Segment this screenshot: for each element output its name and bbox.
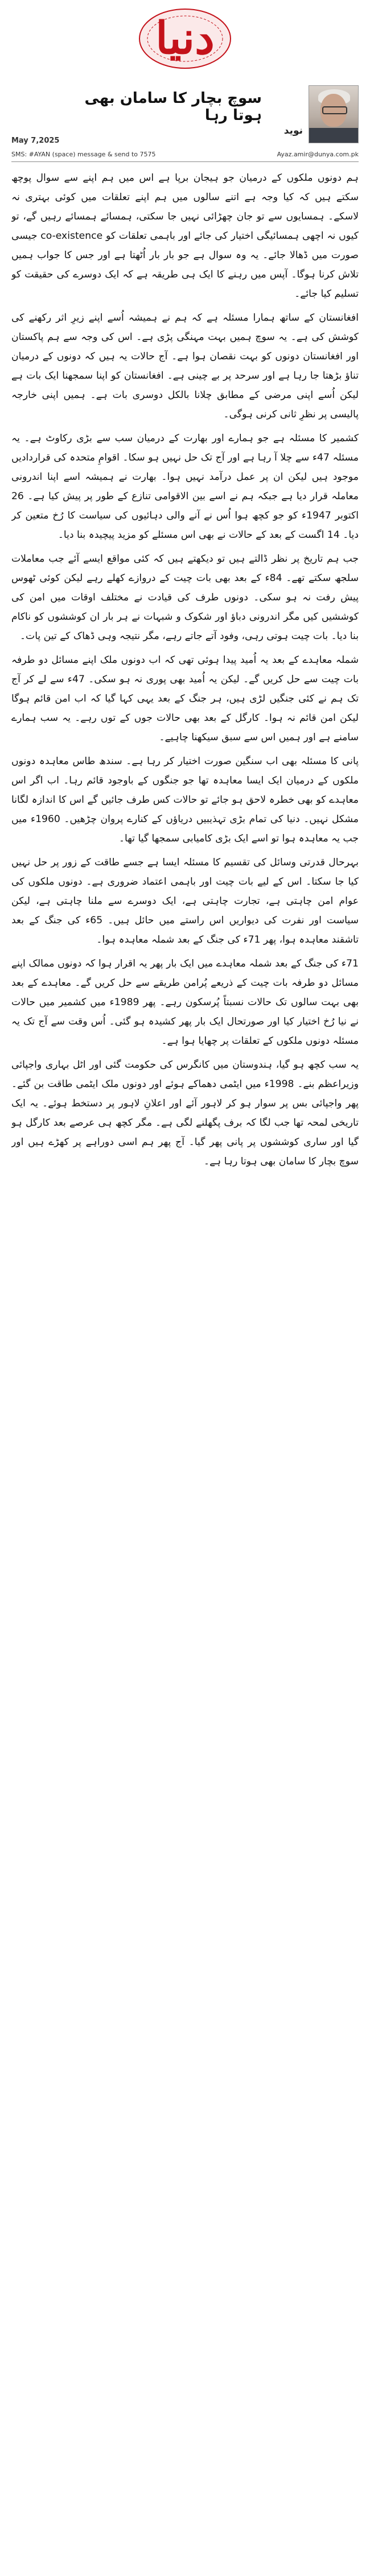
publish-date: May 7,2025 [11, 136, 60, 145]
author-name: نوید [283, 125, 303, 136]
newspaper-logo [137, 6, 233, 71]
article-paragraph: کشمیر کا مسئلہ ہے جو ہمارے اور بھارت کے درمیان سب سے بڑی رکاوٹ ہے۔ یہ مسئلہ 47ء سے چلا آ رہا ہے اور آج تک حل نہیں ہو سکا۔ اقوامِ متحدہ کی قراردادیں موجود ہیں لیکن ان پر عمل درآمد نہیں ہوا۔ بھارت نے ہمیشہ اسے اپنا اندرونی معاملہ قرار دیا ہے جبکہ ہم نے اسے بین الاقوامی تنازع کے طور پر پیش کیا ہے۔ 26 اکتوبر 1947ء کو جو کچھ ہوا اُس نے آنے والی دہائیوں کی سیاست کا رُخ متعین کر دیا۔ 14 اگست کے بعد کے حالات نے بھی اس مسئلے کو مزید پیچیدہ بنا دیا۔ [11, 433, 359, 541]
article-paragraph: جب ہم تاریخ پر نظر ڈالتے ہیں تو دیکھتے ہیں کہ کئی مواقع ایسے آئے جب معاملات سلجھ سکتے تھے۔ 84ء کے بعد بھی بات چیت کے دروازے کھلے رہے لیکن کوئی ٹھوس پیش رفت نہ ہو سکی۔ دونوں طرف کی قیادت نے مختلف اوقات میں امن کی کوششیں کیں مگر اندرونی دباؤ اور شکوک و شبہات نے ہر بار ان کوششوں کو ناکام بنا دیا۔ بات چیت ہوتی رہی، وفود آتے جاتے رہے، مگر نتیجہ وہی ڈھاک کے تین پات۔ [11, 553, 359, 642]
author-photo [309, 85, 359, 143]
contact-row [11, 149, 359, 162]
column-title: سوچ بچار کا سامان بھی ہوتا رہا [84, 90, 262, 124]
article-body [11, 168, 359, 2565]
meta-row [11, 136, 359, 149]
article-paragraph: 71ء کی جنگ کے بعد شملہ معاہدے میں ایک بار پھر یہ اقرار ہوا کہ دونوں ممالک اپنے مسائل دو طرفہ بات چیت کے ذریعے پُرامن طریقے سے حل کریں گے۔ معاہدے کے بعد بھی بہت سالوں تک حالات نسبتاً پُرسکون رہے۔ پھر 1989ء میں کشمیر میں حالات نے نیا رُخ اختیار کیا اور صورتحال ایک بار پھر کشیدہ ہو گئی۔ اُس وقت سے آج تک یہ مسئلہ دونوں ملکوں کے تعلقات پر چھایا ہوا ہے۔ [11, 958, 359, 1047]
article-paragraph: افغانستان کے ساتھ ہمارا مسئلہ ہے کہ ہم نے ہمیشہ اُسے اپنے زیرِ اثر رکھنے کی کوشش کی ہے۔ یہ سوچ ہمیں بہت مہنگی پڑی ہے۔ اس کی وجہ سے ہم پاکستان اور افغانستان دونوں کو بہت نقصان ہوا ہے۔ آج حالات یہ ہیں کہ دونوں کے درمیان تناؤ بڑھتا جا رہا ہے اور سرحد پر بے چینی ہے۔ افغانستان کو اپنا سمجھنا ایک بات ہے لیکن اُسے اپنی مرضی کے مطابق چلانا بالکل دوسری بات ہے۔ ہمیں اپنی خارجہ پالیسی پر نظرِ ثانی کرنی ہوگی۔ [11, 312, 359, 420]
article-paragraph: بہرحال قدرتی وسائل کی تقسیم کا مسئلہ ایسا ہے جسے طاقت کے زور پر حل نہیں کیا جا سکتا۔ اس کے لیے بات چیت اور باہمی اعتماد ضروری ہے۔ دونوں ملکوں کی عوام امن چاہتی ہے، تجارت چاہتی ہے، ایک دوسرے سے ملنا چاہتی ہے، لیکن سیاست اور نفرت کی دیواریں اس راستے میں حائل ہیں۔ 65ء کی جنگ کے بعد تاشقند معاہدہ ہوا، پھر 71ء کی جنگ کے بعد شملہ معاہدہ ہوا۔ [11, 857, 359, 945]
logo-text: دنیا [155, 13, 215, 64]
sms-info: SMS: #AYAN (space) message & send to 7575 [11, 151, 156, 158]
article-paragraph: یہ سب کچھ ہو گیا، ہندوستان میں کانگرس کی حکومت گئی اور اٹل بہاری واجپائی وزیراعظم بنے۔ 1998ء میں ایٹمی دھماکے ہوئے اور دونوں ملک ایٹمی طاقت بن گئے۔ پھر واجپائی بس پر سوار ہو کر لاہور آئے اور اعلانِ لاہور پر دستخط ہوئے۔ یہ ایک تاریخی لمحہ تھا جب لگا کہ برف پگھلنے لگی ہے۔ مگر کچھ ہی عرصے بعد کارگل ہو گیا اور ساری کوششوں پر پانی پھر گیا۔ آج پھر ہم اسی دوراہے پر کھڑے ہیں اور سوچ بچار کا سامان بھی ہوتا رہا ہے۔ [11, 1059, 359, 1167]
article-paragraph: ہم دونوں ملکوں کے درمیان جو ہیجان برپا ہے اس میں ہم اپنے سے سوال پوچھ سکتے ہیں کہ کیا وجہ ہے اتنے سالوں میں ہم اپنے تعلقات میں کوئی بہتری نہ لاسکے۔ ہمسایوں سے تو جان چھڑائی نہیں جا سکتی، ہمسائے ہمسائے رہیں گے، تو کیوں نہ اچھی ہمسائیگی اختیار کی جائے اور باہمی تعلقات کو co-existence جیسی صورت میں ڈھالا جائے۔ یہ وہ سوال ہے جو بار بار اُٹھتا ہے اور جس کا جواب ہمیں تلاش کرنا ہوگا۔ آپس میں رہنے کا ایک ہی طریقہ ہے کہ ایک دوسرے کی حقیقت کو تسلیم کیا جائے۔ [11, 172, 359, 300]
article-paragraph: پانی کا مسئلہ بھی اب سنگین صورت اختیار کر رہا ہے۔ سندھ طاس معاہدہ دونوں ملکوں کے درمیان ایک ایسا معاہدہ تھا جو جنگوں کے باوجود قائم رہا۔ اب اگر اس معاہدے کو بھی خطرہ لاحق ہو جائے تو حالات کس طرف جائیں گے اس کا اندازہ لگانا مشکل نہیں۔ دنیا کی تمام بڑی تہذیبیں دریاؤں کے کنارے پروان چڑھیں۔ 1960ء میں جب یہ معاہدہ ہوا تو اسے ایک بڑی کامیابی سمجھا گیا تھا۔ [11, 756, 359, 844]
masthead [0, 0, 370, 85]
glasses-icon [322, 106, 347, 114]
article-paragraph: شملہ معاہدے کے بعد یہ اُمید پیدا ہوئی تھی کہ اب دونوں ملک اپنے مسائل دو طرفہ بات چیت سے حل کریں گے۔ لیکن یہ اُمید بھی پوری نہ ہو سکی۔ 47ء سے لے کر آج تک ہم نے کئی جنگیں لڑی ہیں، ہر جنگ کے بعد یہی کہا گیا کہ اب امن قائم ہوگا لیکن امن قائم نہ ہوا۔ کارگل کے بعد بھی حالات جوں کے توں رہے۔ یہ سب ہمارے سامنے ہے اور ہمیں اس سے سبق سیکھنا چاہیے۔ [11, 654, 359, 743]
author-email: Ayaz.amir@dunya.com.pk [277, 151, 359, 158]
